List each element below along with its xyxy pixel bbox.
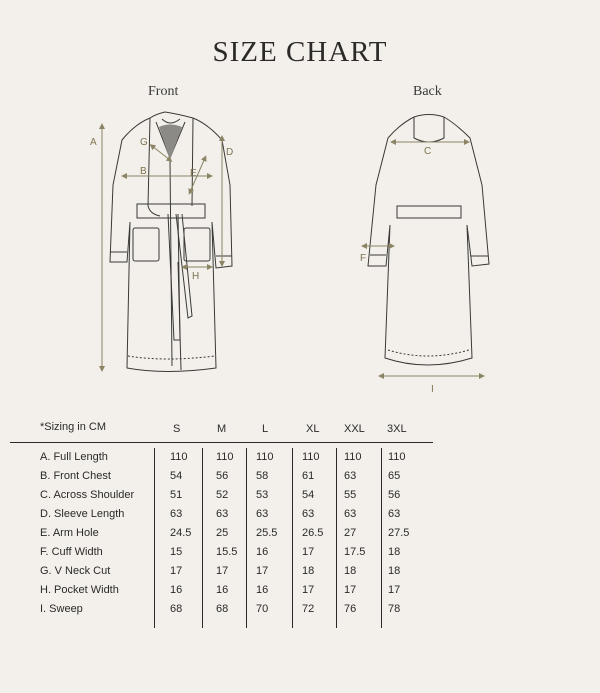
cell: 110	[216, 451, 234, 463]
cell: 56	[388, 489, 401, 501]
row-label: F. Cuff Width	[40, 546, 103, 558]
cell: 17	[170, 565, 183, 577]
label-c: C	[424, 146, 432, 157]
table-header-divider	[10, 442, 433, 443]
table-row	[0, 546, 600, 565]
table-row	[0, 508, 600, 527]
cell: 18	[344, 565, 357, 577]
sizing-note: *Sizing in CM	[40, 421, 107, 433]
cell: 63	[302, 508, 315, 520]
table-row	[0, 603, 600, 622]
cell: 110	[302, 451, 320, 463]
row-label: A. Full Length	[40, 451, 108, 463]
cell: 53	[256, 489, 269, 501]
cell: 54	[302, 489, 315, 501]
front-robe-drawing	[110, 112, 232, 372]
header-xxl: XXL	[344, 423, 365, 435]
cell: 17	[302, 584, 315, 596]
cell: 51	[170, 489, 183, 501]
table-row	[0, 527, 600, 546]
row-label: H. Pocket Width	[40, 584, 119, 596]
row-label: C. Across Shoulder	[40, 489, 135, 501]
cell: 18	[388, 565, 401, 577]
cell: 70	[256, 603, 269, 615]
cell: 76	[344, 603, 357, 615]
cell: 55	[344, 489, 357, 501]
cell: 27	[344, 527, 357, 539]
cell: 27.5	[388, 527, 410, 539]
table-row	[0, 584, 600, 603]
cell: 17	[256, 565, 269, 577]
cell: 61	[302, 470, 315, 482]
cell: 25.5	[256, 527, 278, 539]
cell: 65	[388, 470, 401, 482]
cell: 110	[256, 451, 274, 463]
cell: 16	[216, 584, 229, 596]
cell: 63	[216, 508, 229, 520]
cell: 68	[170, 603, 183, 615]
cell: 63	[170, 508, 183, 520]
table-row	[0, 565, 600, 584]
header-xl: XL	[306, 423, 320, 435]
table-row	[0, 451, 600, 470]
cell: 63	[344, 508, 357, 520]
cell: 52	[216, 489, 229, 501]
row-label: B. Front Chest	[40, 470, 111, 482]
cell: 15	[170, 546, 183, 558]
header-m: M	[217, 423, 227, 435]
cell: 63	[344, 470, 357, 482]
cell: 17	[216, 565, 229, 577]
label-d: D	[226, 147, 234, 158]
header-l: L	[262, 423, 269, 435]
label-a: A	[90, 137, 97, 148]
cell: 15.5	[216, 546, 238, 558]
cell: 58	[256, 470, 269, 482]
label-f: F	[360, 253, 367, 264]
row-label: E. Arm Hole	[40, 527, 99, 539]
cell: 110	[170, 451, 188, 463]
cell: 26.5	[302, 527, 324, 539]
cell: 18	[302, 565, 315, 577]
row-label: I. Sweep	[40, 603, 83, 615]
row-label: G. V Neck Cut	[40, 565, 111, 577]
label-h: H	[192, 271, 200, 282]
back-view-label: Back	[413, 84, 442, 99]
cell: 68	[216, 603, 229, 615]
label-i: I	[431, 384, 434, 395]
row-label: D. Sleeve Length	[40, 508, 125, 520]
cell: 110	[388, 451, 406, 463]
table-row	[0, 470, 600, 489]
cell: 63	[256, 508, 269, 520]
cell: 16	[170, 584, 183, 596]
label-e: E	[190, 168, 197, 179]
page-title: SIZE CHART	[212, 36, 388, 68]
cell: 56	[216, 470, 229, 482]
cell: 17	[344, 584, 357, 596]
cell: 54	[170, 470, 183, 482]
cell: 17.5	[344, 546, 366, 558]
cell: 72	[302, 603, 315, 615]
cell: 16	[256, 546, 269, 558]
label-g: G	[140, 137, 148, 148]
front-view-label: Front	[148, 84, 179, 99]
cell: 25	[216, 527, 229, 539]
header-3xl: 3XL	[387, 423, 407, 435]
cell: 24.5	[170, 527, 192, 539]
cell: 63	[388, 508, 401, 520]
cell: 110	[344, 451, 362, 463]
cell: 16	[256, 584, 269, 596]
cell: 17	[302, 546, 315, 558]
label-b: B	[140, 166, 147, 177]
table-row	[0, 489, 600, 508]
cell: 17	[388, 584, 401, 596]
cell: 78	[388, 603, 401, 615]
cell: 18	[388, 546, 401, 558]
header-s: S	[173, 423, 181, 435]
